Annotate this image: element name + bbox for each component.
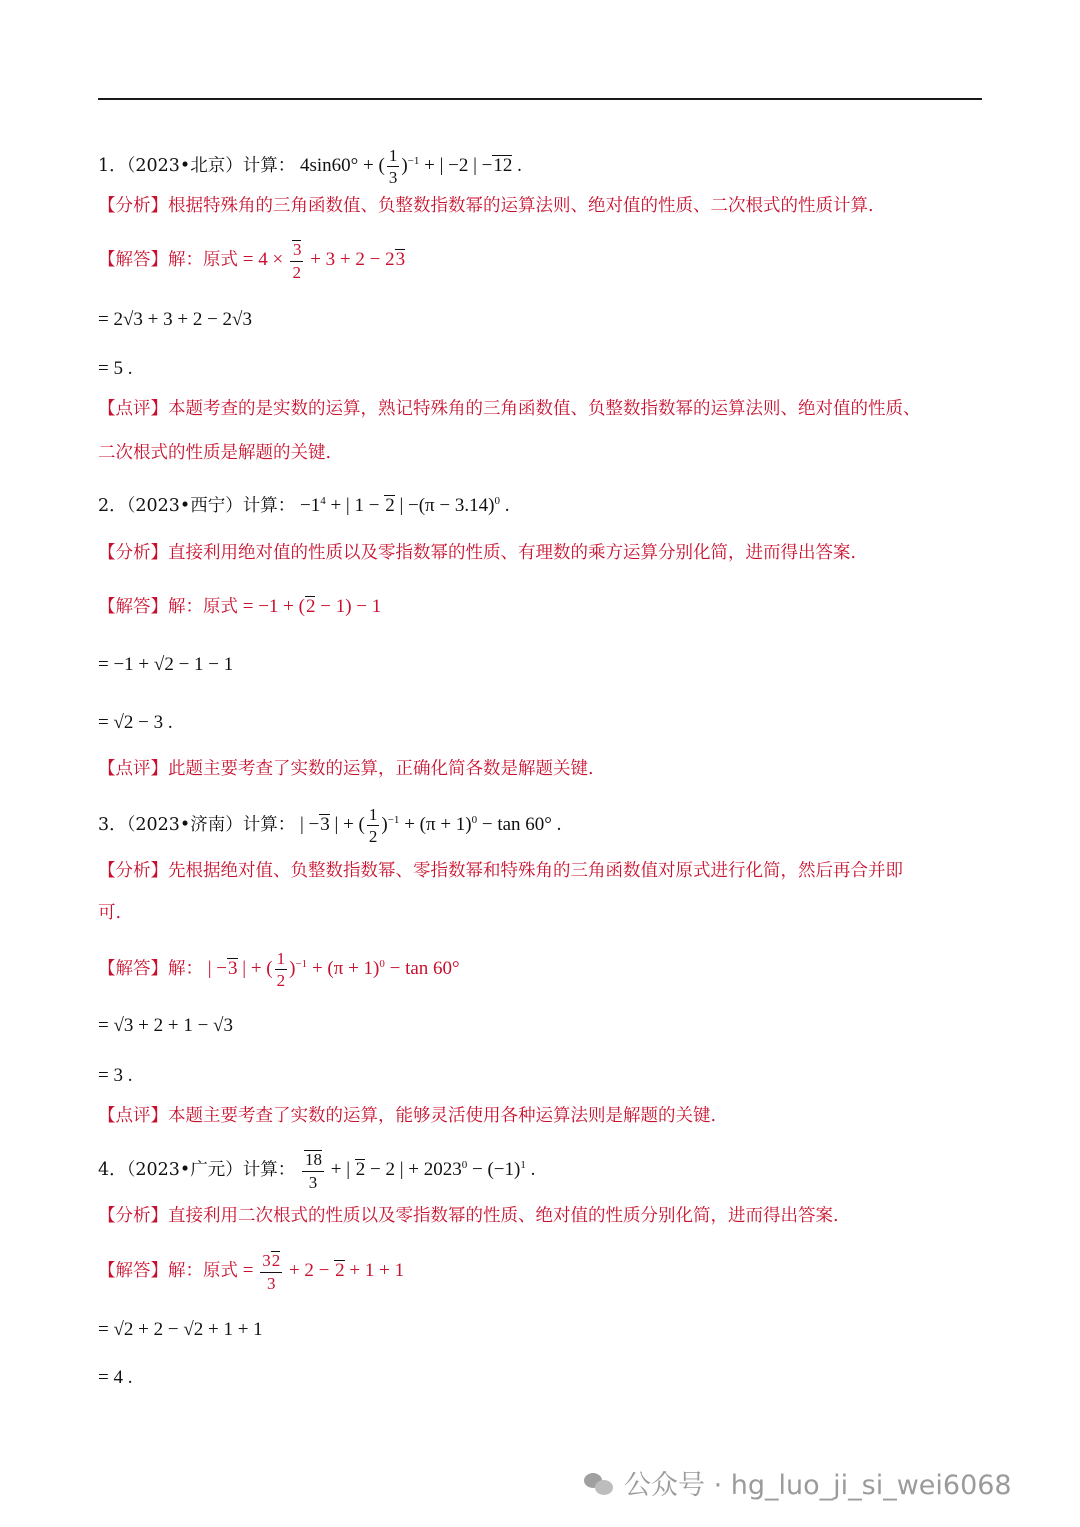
problem-4-step-1: = √2 + 2 − √2 + 1 + 1 xyxy=(98,1319,263,1340)
problem-4-step-2: = 4 . xyxy=(98,1367,133,1388)
problem-2-solution: 【解答】解：原式 = −1 + (2 − 1) − 1 xyxy=(98,596,382,617)
problem-3-review: 【点评】本题主要考查了实数的运算，能够灵活使用各种运算法则是解题的关键. xyxy=(98,1106,717,1126)
watermark-text: 公众号 · hg_luo_ji_si_wei6068 xyxy=(624,1470,1012,1501)
watermark xyxy=(584,1463,1012,1502)
problem-2-step-2: = √2 − 3 . xyxy=(98,712,173,733)
problem-4-header: 4．（2023•广元）计算： $\frac{18}{3}$ + | 2 − 2 | + $2023^0 - (-1)^1$ . xyxy=(98,1150,536,1192)
wechat-icon xyxy=(584,1471,614,1497)
problem-2-step-1: = −1 + √2 − 1 − 1 xyxy=(98,654,234,675)
problem-3-solution: 【解答】解： | −3 | + ( $\frac{1}{2}$ )$^{-1} + (\pi + 1)^0 - \tan 60^\circ$ xyxy=(98,949,460,990)
problem-2-review: 【点评】此题主要考查了实数的运算，正确化简各数是解题关键. xyxy=(98,759,594,779)
problem-1-review: 【点评】本题考查的是实数的运算，熟记特殊角的三角函数值、负整数指数幂的运算法则、绝对值的性质、 xyxy=(98,399,921,419)
problem-3-header: 3．（2023•济南）计算： | −3 | + ( $\frac{1}{2}$ )$^{-1} + (\pi + 1)^0 - \tan 60^\circ$ . xyxy=(98,805,562,846)
problem-1-analysis: 【分析】根据特殊角的三角函数值、负整数指数幂的运算法则、绝对值的性质、二次根式的性质计算. xyxy=(98,196,874,216)
problem-1-step-2: = 5 . xyxy=(98,358,133,379)
problem-1-solution: 【解答】解：原式 = 4 × $\frac{3}{2}$ + 3 + 2 − 23 xyxy=(98,240,406,282)
problem-1-step-1: = 2√3 + 3 + 2 − 2√3 xyxy=(98,309,252,330)
problem-4-analysis: 【分析】直接利用二次根式的性质以及零指数幂的性质、绝对值的性质分别化简，进而得出答案. xyxy=(98,1206,839,1226)
problem-3-step-2: = 3 . xyxy=(98,1065,133,1086)
top-rule xyxy=(98,98,982,100)
problem-3-step-1: = √3 + 2 + 1 − √3 xyxy=(98,1015,233,1036)
problem-1-header: 1．（2023•北京）计算： 4sin60° + ( $\frac{1}{3}$ )$^{-1}$ + | −2 | −12 . xyxy=(98,146,522,187)
problem-1-review-cont: 二次根式的性质是解题的关键. xyxy=(98,443,332,463)
problem-3-analysis: 【分析】先根据绝对值、负整数指数幂、零指数幂和特殊角的三角函数值对原式进行化简，然后再合并即 xyxy=(98,861,903,881)
problem-4-solution: 【解答】解：原式 = $\frac{32}{3}$ + 2 − 2 + 1 + 1 xyxy=(98,1251,405,1293)
problem-2-analysis: 【分析】直接利用绝对值的性质以及零指数幂的性质、有理数的乘方运算分别化简，进而得出答案. xyxy=(98,543,857,563)
problem-2-header: 2．（2023•西宁）计算： $-1^4$ + | 1 − 2 | $-(\pi - 3.14)^0$ . xyxy=(98,494,510,516)
problem-3-analysis-cont: 可. xyxy=(98,903,122,923)
